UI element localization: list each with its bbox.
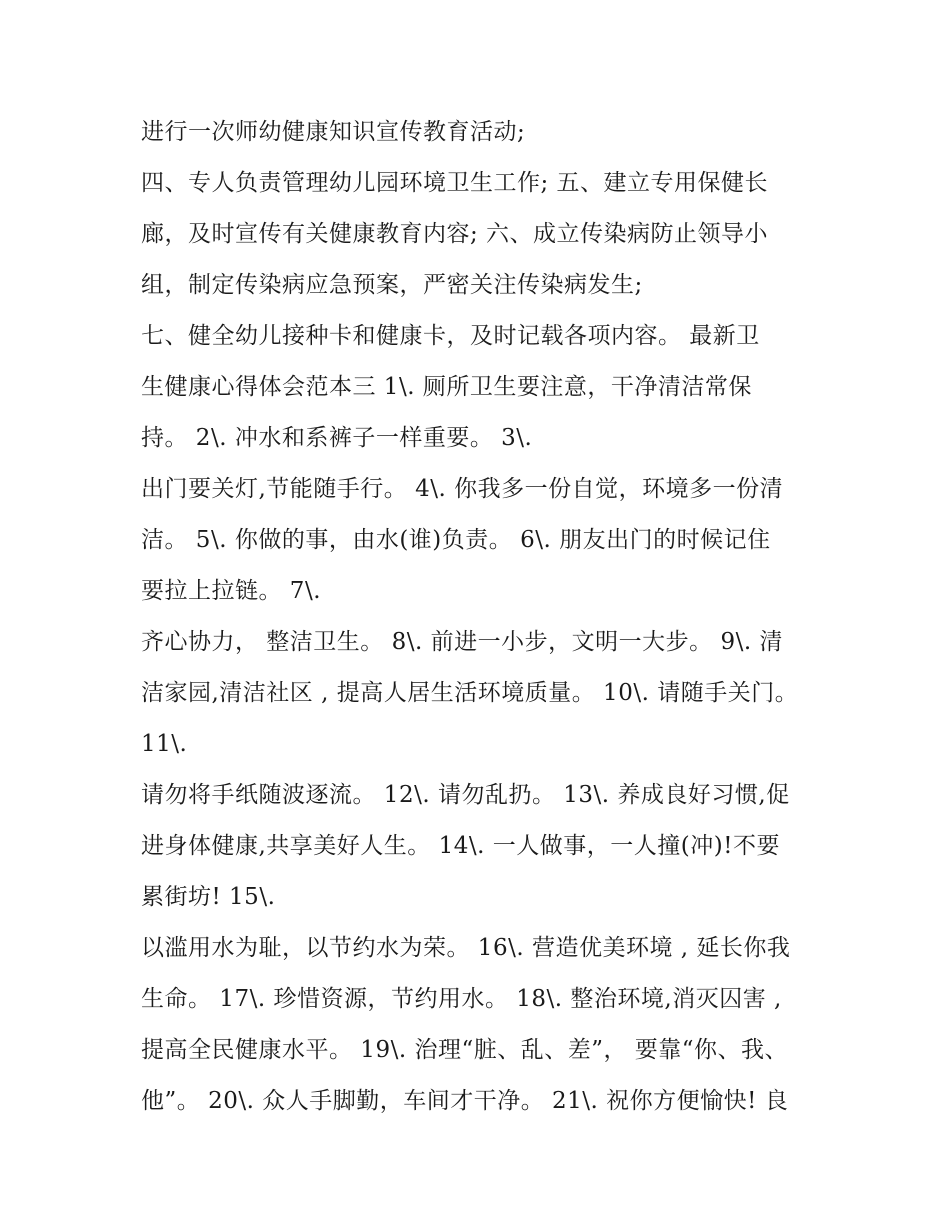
text-line: 廊，及时宣传有关健康教育内容; 六、成立传染病防止领导小 [141,221,769,247]
text-line: 11\. [141,731,188,757]
text-line: 组，制定传染病应急预案，严密关注传染病发生; [141,272,643,298]
text-line: 请勿将手纸随波逐流。 12\. 请勿乱扔。 13\. 养成良好习惯,促 [141,782,790,808]
text-line: 洁。 5\. 你做的事，由水(谁)负责。 6\. 朋友出门的时候记住 [141,527,771,553]
text-line: 累街坊! 15\. [141,884,276,910]
text-line: 以滥用水为耻，以节约水为荣。 16\. 营造优美环境 , 延长你我 [141,935,791,961]
text-line: 进身体健康,共享美好人生。 14\. 一人做事，一人撞(冲)!不要 [141,833,780,859]
text-line: 提高全民健康水平。 19\. 治理“脏、乱、差”， 要靠“你、我、 [141,1037,789,1063]
text-line: 生健康心得体会范本三 1\. 厕所卫生要注意，干净清洁常保 [141,374,752,400]
text-line: 生命。 17\. 珍惜资源，节约用水。 18\. 整治环境,消灭囚害 , [141,986,782,1012]
text-line: 洁家园,清洁社区 , 提高人居生活环境质量。 10\. 请随手关门。 [141,680,799,706]
text-line: 七、健全幼儿接种卡和健康卡，及时记载各项内容。 最新卫 [141,323,760,349]
text-line: 进行一次师幼健康知识宣传教育活动; [141,119,526,145]
text-line: 要拉上拉链。 7\. [141,578,322,604]
text-line: 持。 2\. 冲水和系裤子一样重要。 3\. [141,425,533,451]
text-line: 四、专人负责管理幼儿园环境卫生工作; 五、建立专用保健长 [141,170,769,196]
text-line: 齐心协力， 整洁卫生。 8\. 前进一小步，文明一大步。 9\. 清 [141,629,783,655]
body-text [141,107,831,1127]
text-line: 出门要关灯,节能随手行。 4\. 你我多一份自觉，环境多一份清 [141,476,784,502]
text-line: 他”。 20\. 众人手脚勤，车间才干净。 21\. 祝你方便愉快! 良 [141,1088,789,1114]
